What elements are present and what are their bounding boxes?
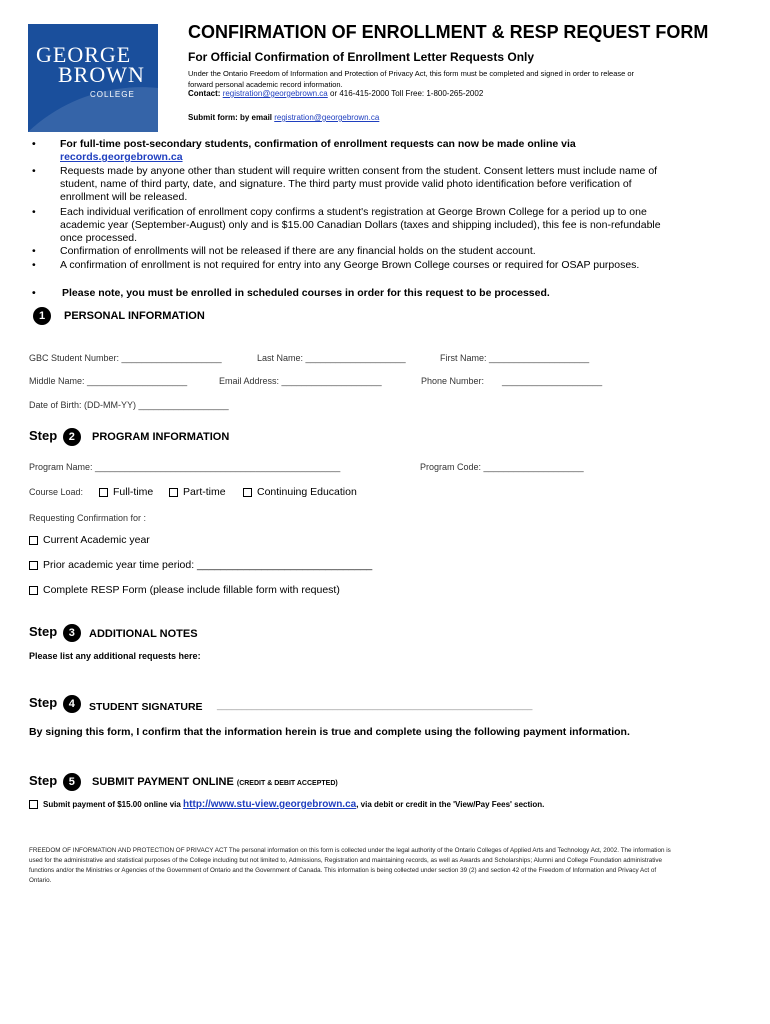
bullet-3-line-1: Each individual verification of enrollment copy confirms a student's registration at George Brown College for a period up to one [60, 206, 647, 218]
step-number-badge: 2 [63, 428, 81, 446]
step-number-badge: 1 [33, 307, 51, 325]
checkbox[interactable] [29, 536, 38, 545]
footer-line-1: FREEDOM OF INFORMATION AND PROTECTION OF PRIVACY ACT The personal information on this form is collected under the legal authority of the Ontario Colleges of Applied Arts and Technology Act, 2002. The information is [29, 847, 671, 854]
full-time-label: Full-time [113, 486, 154, 498]
personal-info-heading: PERSONAL INFORMATION [64, 310, 205, 322]
step-word: Step [29, 428, 58, 443]
part-time-label: Part-time [183, 486, 226, 498]
checkbox[interactable] [29, 586, 38, 595]
footer-line-4: Ontario. [29, 877, 52, 884]
logo-line-george: GEORGE [36, 42, 132, 67]
step-3-label [29, 624, 81, 642]
first-name-field[interactable]: First Name: ____________________ [440, 353, 590, 363]
bullet-4-line-1: Confirmation of enrollments will not be released if there are any financial holds on the student account. [60, 245, 536, 257]
continuing-education-label: Continuing Education [257, 486, 357, 498]
form-subtitle: For Official Confirmation of Enrollment Letter Requests Only [188, 50, 535, 64]
step-word: Step [29, 773, 58, 788]
phone-number-field[interactable]: ____________________ [502, 376, 603, 386]
enrollment-note-text: Please note, you must be enrolled in scheduled courses in order for this request to be processed. [62, 287, 550, 299]
email-address-field[interactable]: Email Address: ____________________ [219, 376, 382, 386]
middle-name-field[interactable]: Middle Name: ____________________ [29, 376, 188, 386]
contact-line [188, 89, 483, 98]
phone-number-label: Phone Number: [421, 376, 485, 386]
student-signature-heading: STUDENT SIGNATURE [89, 701, 203, 713]
george-brown-logo [28, 24, 158, 132]
bullet-2-line-2: student, name of third party, date, and signature. The third party must provide valid photo identification before verification of [60, 178, 632, 190]
last-name-field[interactable]: Last Name: ____________________ [257, 353, 406, 363]
contact-phone: or 416-415-2000 Toll Free: 1-800-265-2002 [327, 89, 484, 98]
checkbox[interactable] [243, 488, 252, 497]
bullet-dot: • [32, 165, 36, 177]
logo-line-college: COLLEGE [90, 90, 135, 99]
bullet-holds [32, 245, 536, 258]
logo-line-brown: BROWN [58, 62, 145, 87]
date-of-birth-field[interactable]: Date of Birth: (DD-MM-YY) __________________ [29, 400, 229, 410]
program-name-field[interactable]: Program Name: _________________________________________________ [29, 462, 341, 472]
bullet-dot: • [32, 138, 36, 150]
prior-academic-year-label: Prior academic year time period: ______________________________ [43, 559, 373, 571]
submit-label: Submit form: by email [188, 113, 275, 122]
submit-payment-title: SUBMIT PAYMENT ONLINE [92, 776, 234, 788]
checkbox[interactable] [99, 488, 108, 497]
privacy-note-line-1: Under the Ontario Freedom of Information and Protection of Privacy Act, this form must be completed and signed in order to release or [188, 69, 635, 78]
program-code-field[interactable]: Program Code: ____________________ [420, 462, 584, 472]
bullet-dot: • [32, 287, 36, 299]
course-load-label: Course Load: [29, 487, 84, 497]
bullet-consent [32, 165, 658, 204]
records-link[interactable]: records.georgebrown.ca [60, 151, 183, 163]
bullet-2-line-1: Requests made by anyone other than student will require written consent from the student. Consent letters must include name of [60, 165, 658, 177]
stu-view-link[interactable]: http://www.stu-view.georgebrown.ca [183, 799, 357, 810]
checkbox[interactable] [169, 488, 178, 497]
bullet-3-line-3: once processed. [60, 232, 138, 244]
submit-email-link[interactable]: registration@georgebrown.ca [274, 113, 380, 122]
step-2-label [29, 428, 81, 446]
step-4-label [29, 695, 81, 713]
checkbox[interactable] [29, 800, 38, 809]
footer-line-2: used for the administrative and statistical purposes of the College including but not limited to, Admissions, Registration and maintaining records, as well as Awards and Scholarships; Alumni and College Foundation administrative [29, 857, 663, 864]
prior-academic-year-option[interactable] [29, 559, 372, 571]
step-5-label [29, 773, 81, 791]
step-number-badge: 4 [63, 695, 81, 713]
checkbox[interactable] [29, 561, 38, 570]
resp-form-option[interactable] [29, 584, 340, 596]
form-title: CONFIRMATION OF ENROLLMENT & RESP REQUEST FORM [188, 22, 709, 42]
step-word: Step [29, 695, 58, 710]
step-1-number [33, 307, 51, 325]
bullet-fee [32, 206, 661, 245]
bullet-5-line-1: A confirmation of enrollment is not required for entry into any George Brown College courses or required for OSAP purposes. [60, 259, 640, 271]
bullet-dot: • [32, 259, 36, 271]
requesting-confirmation-label: Requesting Confirmation for : [29, 513, 147, 523]
additional-notes-instruction: Please list any additional requests here: [29, 651, 201, 661]
current-academic-year-option[interactable] [29, 534, 150, 546]
payment-text: Submit payment of $15.00 online via [43, 800, 184, 809]
program-info-heading: PROGRAM INFORMATION [92, 431, 230, 443]
continuing-education-option[interactable] [243, 486, 357, 498]
privacy-note [188, 68, 634, 90]
submit-payment-heading [92, 776, 338, 788]
current-academic-year-label: Current Academic year [43, 534, 150, 546]
footer-line-3: functions and/or the Ministries or Agencies of the Government of Ontario and the Government of Canada. This information is being collected under section 39 (2) and section 42 of the Freedom of Information and Privacy Act of [29, 867, 657, 874]
bullet-dot: • [32, 206, 36, 218]
part-time-option[interactable] [169, 486, 226, 498]
bullet-2-line-3: enrollment will be released. [60, 191, 188, 203]
full-time-option[interactable] [99, 486, 153, 498]
bullet-osap [32, 259, 640, 272]
contact-email-link[interactable]: registration@georgebrown.ca [222, 89, 328, 98]
step-word: Step [29, 624, 58, 639]
signature-line[interactable]: _______________________________________________________________ [217, 700, 533, 710]
credit-debit-note: (CREDIT & DEBIT ACCEPTED) [236, 780, 338, 787]
privacy-note-line-2: forward personal academic record information. [188, 80, 343, 89]
bullet-dot: • [32, 245, 36, 257]
submit-line [188, 113, 379, 122]
step-number-badge: 5 [63, 773, 81, 791]
enrollment-note [32, 287, 550, 300]
bullet-1-line-1: For full-time post-secondary students, confirmation of enrollment requests can now be made online via [60, 138, 576, 150]
additional-notes-heading: ADDITIONAL NOTES [89, 628, 198, 640]
bullet-3-line-2: academic year (September-August) only and is $15.00 Canadian Dollars (taxes and shipping included), this fee is non-refundable [60, 219, 661, 231]
student-number-field[interactable]: GBC Student Number: ____________________ [29, 353, 222, 363]
contact-label: Contact: [188, 89, 221, 98]
payment-instruction [29, 799, 544, 810]
payment-text-end: , via debit or credit in the 'View/Pay Fees' section. [356, 800, 545, 809]
step-number-badge: 3 [63, 624, 81, 642]
signature-statement: By signing this form, I confirm that the information herein is true and complete using the following payment information. [29, 726, 630, 738]
resp-form-label: Complete RESP Form (please include fillable form with request) [43, 584, 340, 596]
bullet-online [32, 138, 576, 164]
privacy-footer [29, 846, 741, 886]
